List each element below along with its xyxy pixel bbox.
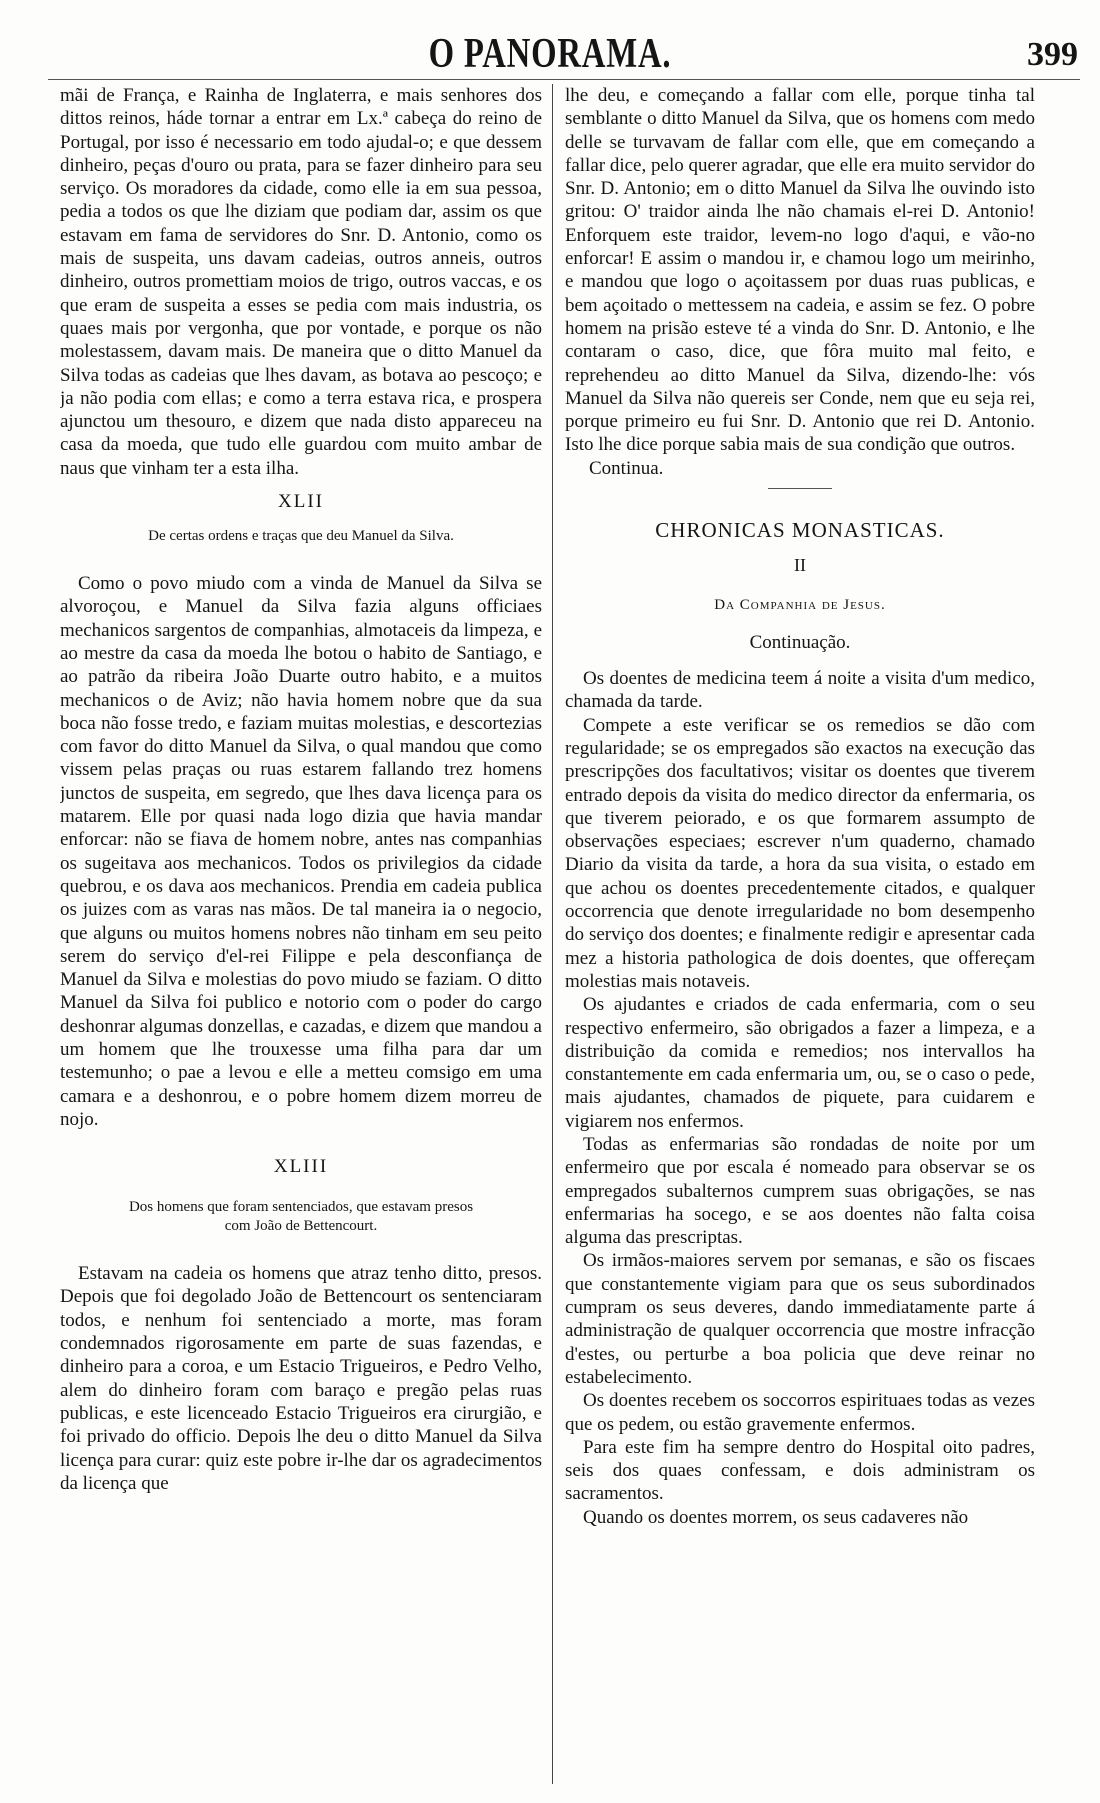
chronicle-heading bbox=[565, 517, 1035, 655]
section-title-43-line1: Dos homens que foram sentenciados, que estavam presos bbox=[128, 1199, 474, 1216]
section-title-43-line2: com João de Bettencourt. bbox=[224, 1218, 378, 1235]
section-42-body: Como o povo miudo com a vinda de Manuel da Silva se alvoroçou, e Manuel da Silva fazia alguns officiaes mechanicos sargentos de companhias, almotaceis da limpeza, e ao mestre da casa da moeda lhe botou o habito de Santiago, e ao patrão da ribeira João Duarte outro habito, e a muitos mechanicos o de Aviz; não havia homem nobre que da sua boca não fosse tredo, e faziam muitas molestias, e descortezias com favor do ditto Manuel da Silva, o qual mandou que como vissem pelas praças ou ruas estarem fallando trez homens junctos de suspeita, em segredo, que lhes dava licença para os matarem. Elle por quasi nada logo dizia que havia mandar enforcar: não se fiava de homem nobre, antes nas companhias os sugeitava aos mechanicos. Todos os privilegios da cidade quebrou, e os dava aos mechanicos. Prendia em cadeia publica os juizes com as varas nas mãos. De tal maneira ia o negocio, que alguns ou muitos homens nobres não tinham em seu peito serem do serviço d'el-rei Filippe e pela desconfiança de Manuel da Silva e molestias do povo miudo se faziam. O ditto Manuel da Silva foi publico e notorio com o poder do cargo deshonrar algumas donzellas, e cazadas, e dizem que mandou a um homem que lhe trouxesse uma filha para dar um testemunho; o pae a levou e elle a metteu comsigo em uma camara e a deshonrou, e o pobre homem dizem morreu de nojo. bbox=[60, 573, 542, 1130]
chronicle-paragraph: Os irmãos-maiores servem por semanas, e são os fiscaes que constantemente vigiam para que os seus subordinados cumpram os seus deveres, dando immediatamente parte á administração de qualquer occorrencia que mostre infracção d'estes, ou perturbe a boa policia que deve reinar no estabelecimento. bbox=[565, 1250, 1035, 1388]
chronicle-paragraph: Todas as enfermarias são rondadas de noite por um enfermeiro que por escala é nomeado para observar se os empregados subalternos cumprem suas obrigações, se nas enfermarias ha socego, e se aos doentes não falta coisa alguma das prescriptas. bbox=[565, 1133, 1035, 1249]
section-title-42: De certas ordens e traças que deu Manuel da Silva. bbox=[148, 528, 454, 545]
running-head bbox=[0, 30, 1100, 78]
chronicle-number: II bbox=[794, 555, 806, 576]
chronicle-paragraph: Os doentes recebem os soccorros espirituaes todas as vezes que os pedem, ou estão gravemente enfermos. bbox=[565, 1390, 1035, 1435]
chronicle-subtitle: Da Companhia de Jesus. bbox=[714, 597, 886, 614]
column-divider bbox=[552, 84, 553, 1784]
chronicle-title: CHRONICAS MONASTICAS. bbox=[655, 518, 945, 543]
chronicle-paragraph: Quando os doentes morrem, os seus cadaveres não bbox=[583, 1506, 969, 1528]
journal-title: O PANORAMA. bbox=[428, 31, 672, 77]
page-number: 399 bbox=[1027, 36, 1078, 73]
section-number-43: XLIII bbox=[273, 1156, 329, 1178]
header-rule bbox=[48, 79, 1080, 80]
section-title-43 bbox=[72, 1198, 530, 1236]
chronicle-paragraph: Os ajudantes e criados de cada enfermaria, com o seu respectivo enfermeiro, são obrigados a fazer a limpeza, e a distribuição da comida e remedios; nos intervallos ha constantemente em cada enfermaria um, ou, se o caso o pede, mais ajudantes, chamados de piquete, para cuidarem e vigiarem nos enfermos. bbox=[565, 994, 1035, 1132]
left-column bbox=[60, 84, 542, 1784]
chronicle-continuation-label: Continuação. bbox=[749, 632, 851, 654]
right-column bbox=[565, 84, 1035, 1784]
section-number-42: XLII bbox=[278, 491, 324, 513]
right-paragraph-continued: lhe deu, e começando a fallar com elle, porque tinha tal semblante o ditto Manuel da Silva, que os homens com medo delle se turvavam de fallar com elle, que em começando a fallar dice, pelo querer agradar, que elle era muito servidor do Snr. D. Antonio; em o ditto Manuel da Silva lhe ouvindo isto gritou: O' traidor ainda lhe não chamais el-rei D. Antonio! Enforquem este traidor, levem-no logo d'aqui, e vão-no enforcar! E assim o mandou ir, e chamou logo um meirinho, e mandou que logo o açoitassem por duas ruas publicas, e bem açoitado o mettessem na cadeia, e assim se fez. O pobre homem na prisão esteve té a vinda do Snr. D. Antonio, e lhe contaram o caso, dice, que fôra muito mal feito, e reprehendeu ao ditto Manuel da Silva, dizendo-lhe: vós Manuel da Silva não quereis ser Conde, nem que eu seja rei, porque primeiro eu fui Snr. D. Antonio que rei D. Antonio. Isto lhe dice porque sabia mais de sua condição que outros. bbox=[565, 85, 1035, 456]
section-43-body: Estavam na cadeia os homens que atraz tenho ditto, presos. Depois que foi degolado João de Bettencourt os sentenciaram todos, e nenhum foi sentenciado a morte, mas foram condemnados rigorosamente em parte de suas fazendas, e dinheiro para a coroa, e um Estacio Trigueiros, e Pedro Velho, alem do dinheiro foram com baraço e pregão pelas ruas publicas, e este licenceado Estacio Trigueiros era cirurgião, e foi privado do officio. Depois lhe deu o ditto Manuel da Silva licença para curar: quiz este pobre ir-lhe dar os agradecimentos da licença que bbox=[60, 1263, 542, 1494]
chronicle-paragraph: Os doentes de medicina teem á noite a visita d'um medico, chamada da tarde. bbox=[565, 668, 1035, 713]
continua-label: Continua. bbox=[589, 457, 664, 479]
chronicle-paragraph: Compete a este verificar se os remedios se dão com regularidade; se os empregados são exactos na execução das prescripções dos facultativos; visitar os doentes que tiverem entrado depois da visita do medico director da enfermaria, os que tiverem peiorado, e os que formarem assumpto de observações especiaes; escrever n'um quaderno, chamado Diario da visita da tarde, a hora da sua visita, o estado em que achou os doentes precedentemente citados, e qualquer occorrencia que denote irregularidade no bom desempenho do serviço dos doentes; e finalmente redigir e apresentar cada mez a historia pathologica de dois doentes, que offereçam molestias mais notaveis. bbox=[565, 714, 1035, 992]
left-paragraph-continued: mãi de França, e Rainha de Inglaterra, e mais senhores dos dittos reinos, háde tornar a entrar em Lx.ª cabeça do reino de Portugal, por isso é necessario em todo ajudal-o; e que dessem dinheiro, peças d'ouro ou prata, para se fazer dinheiro para seu serviço. Os moradores da cidade, como elle ia em sua pessoa, pedia a todos os que lhe diziam que podiam dar, assim os que estavam em fama de servidores do Snr. D. Antonio, como os mais de suspeita, uns davam cadeias, outros anneis, outros dinheiro, outros promettiam moios de trigo, outros vaccas, e os que eram de suspeita a esses se pedia com mais industria, os quaes mais por vergonha, que por vontade, e porque os não molestassem, davam mais. De maneira que o ditto Manuel da Silva todas as cadeias que lhes davam, as botava ao pescoço; e ja não podia com ellas; e como a terra estava rica, e prospera ajunctou um thesouro, e dizem que nada disto appareceu na casa da moeda, que tudo elle guardou com muito ambar de naus que vinham ter a esta ilha. bbox=[60, 85, 542, 479]
section-separator-rule bbox=[768, 488, 832, 489]
chronicle-paragraph: Para este fim ha sempre dentro do Hospital oito padres, seis dos quaes confessam, e dois administram os sacramentos. bbox=[565, 1436, 1035, 1505]
